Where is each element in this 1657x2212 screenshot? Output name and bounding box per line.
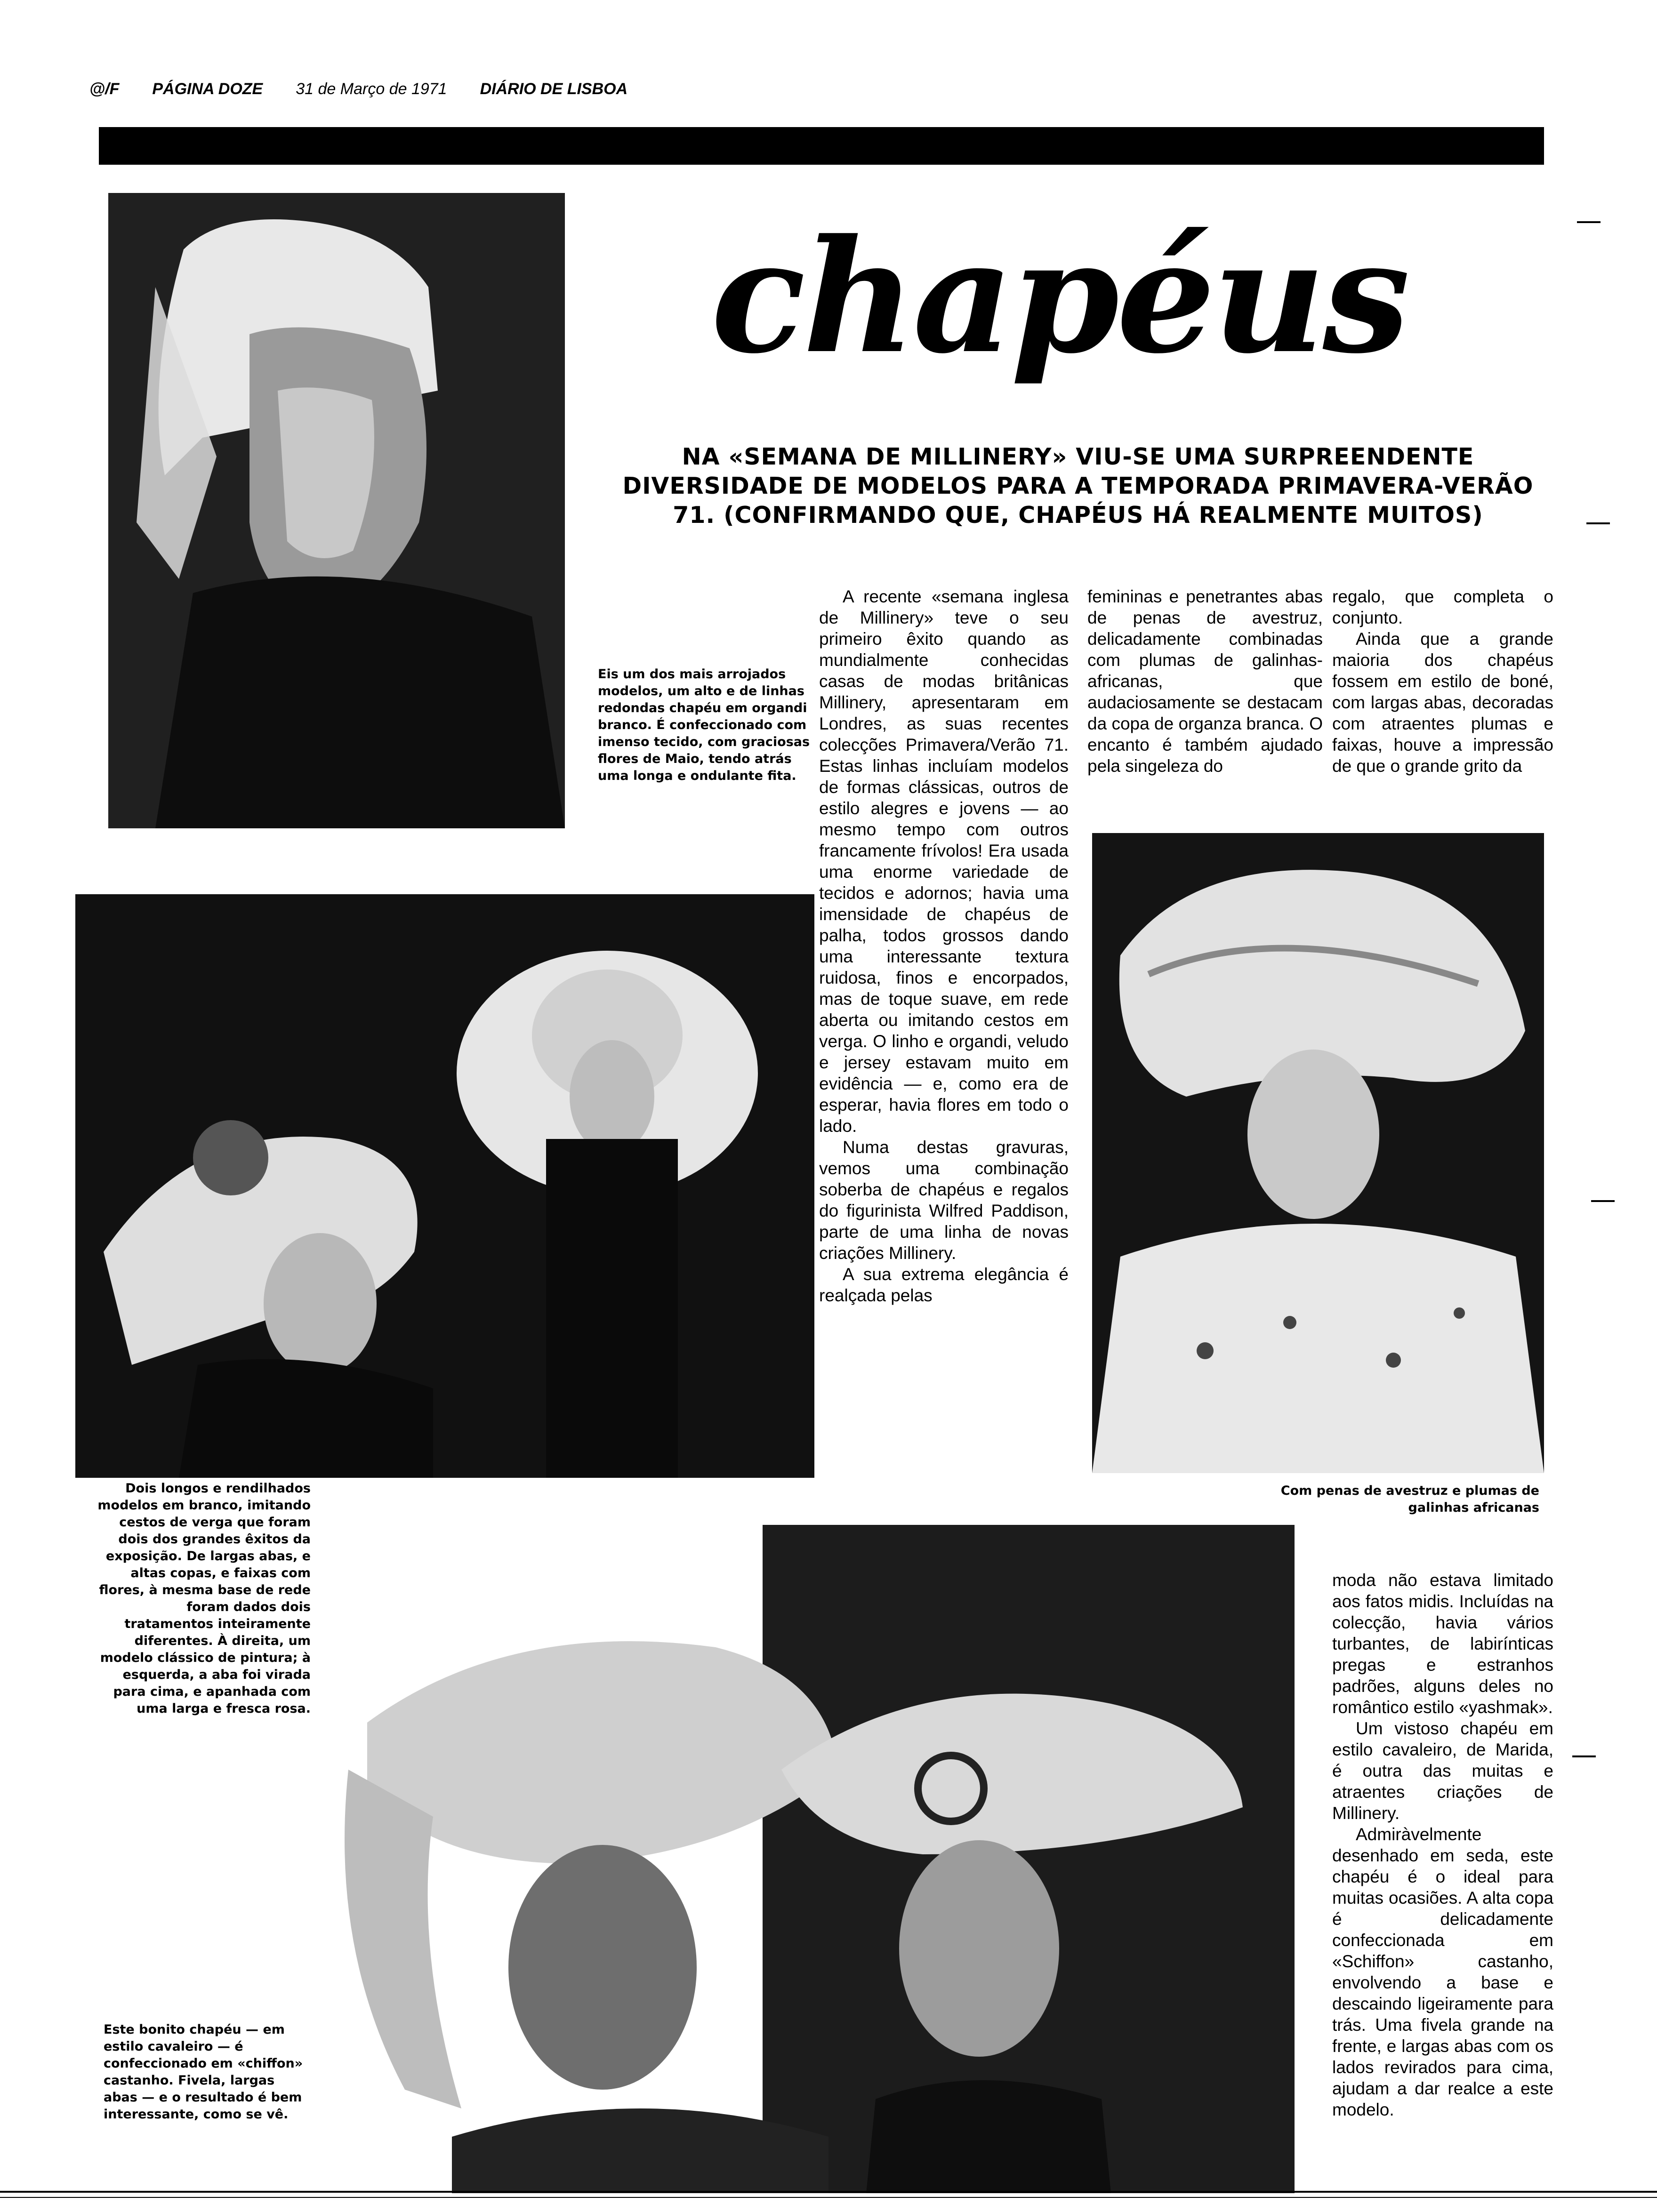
margin-mark [1591,1200,1615,1202]
article-column-2 [1087,586,1323,777]
headline: chapéus [711,205,1408,388]
organdi-hat-photo [108,193,565,828]
paragraph: A recente «semana inglesa de Millinery» teve o seu primeiro êxito quando as mundialmente conhecidas casas de modas britânicas Millinery, apresentaram em Londres, as suas recentes colecções Primavera/Verão 71. Estas linhas incluíam modelos de formas clássicas, outros de estilo alegres e jovens — ao mesmo tempo com outros francamente frívolos! Era usada uma enorme variedade de tecidos e adornos; havia uma imensidade de chapéus de palha, todos grossos dando uma interessante textura ruidosa, finos e encorpados, mas de toque suave, em rede aberta ou imitando cestos em verga. O linho e organdi, veludo e jersey estavam muito em evidência — e, como era de esperar, havia flores em todo o lado. [819,587,1069,1136]
margin-mark [1577,221,1601,223]
article-column-4 [1332,1570,1553,2120]
subheadline: NA «SEMANA DE MILLINERY» VIU-SE UMA SURPREENDENTE DIVERSIDADE DE MODELOS PARA A TEMPORADA PRIMAVERA-VERÃO 71. (CONFIRMANDO QUE, CHAPÉUS HÁ REALMENTE MUITOS) [622,443,1534,529]
paragraph: Admiràvelmente desenhado em seda, este chapéu é o ideal para muitas ocasiões. A alta copa é delicadamente confeccionada em «Schiffon» castanho, envolvendo a base e descaindo ligeiramente para trás. Uma fivela grande na frente, e largas abas com os lados revirados para cima, ajudam a dar realce a este modelo. [1332,1825,1553,2119]
article-column-3 [1332,586,1553,777]
organdi-hat-image [108,193,565,828]
article-column-1 [819,586,1069,1306]
header-marker: @/F [89,80,120,98]
bottom-rule [0,2197,1657,2198]
header-date: 31 de Março de 1971 [296,80,447,98]
basket-hats-image [75,894,814,1478]
ostrich-feather-hat-photo [1092,833,1544,1473]
paragraph: Um vistoso chapéu em estilo cavaleiro, de Marida, é outra das muitas e atraentes criações de Millinery. [1332,1719,1553,1823]
bottom-rule [0,2191,1657,2193]
caption-basket-hats: Dois longos e rendilhados modelos em branco, imitando cestos de verga que foram dois dos grandes êxitos da exposição. De largas abas, e altas copas, e faixas com flores, à mesma base de rede foram dados dois tratamentos inteiramente diferentes. À direita, um modelo clássico de pintura; à esquerda, a aba foi virada para cima, e apanhada com uma larga e fresca rosa. [97,1481,311,1716]
basket-hats-photo [75,894,814,1478]
paragraph: Ainda que a grande maioria dos chapéus fossem em estilo de boné, com largas abas, decoradas com atraentes plumas e faixas, houve a impressão de que o grande grito da [1332,629,1553,776]
paragraph: A sua extrema elegância é realçada pelas [819,1265,1069,1305]
ostrich-feather-hat-image [1092,833,1544,1473]
page-header [89,80,678,104]
caption-ostrich-hat: Com penas de avestruz e plumas de galinhas africanas [1280,1483,1539,1515]
paragraph: femininas e penetrantes abas de penas de avestruz, delicadamente combinadas com plumas de galinhas-africanas, que audaciosamente se destacam da copa de organza branca. O encanto é também ajudado pela singeleza do [1087,587,1323,776]
paragraph: regalo, que completa o conjunto. [1332,587,1553,627]
caption-cavalier-hat: Este bonito chapéu — em estilo cavaleiro — é confeccionado em «chiffon» castanho. Fivela, largas abas — e o resultado é bem interessante, como se vê. [104,2022,303,2122]
cavalier-hat-image [311,1525,1295,2193]
header-rule [99,127,1544,165]
paragraph: moda não estava limitado aos fatos midis. Incluídas na colecção, havia vários turbantes, de labirínticas pregas e estranhos padrões, alguns deles no romântico estilo «yashmak». [1332,1571,1553,1717]
header-page: PÁGINA DOZE [152,80,263,98]
paragraph: Numa destas gravuras, vemos uma combinação soberba de chapéus e regalos do figurinista Wilfred Paddison, parte de uma linha de novas criações Millinery. [819,1138,1069,1263]
header-paper: DIÁRIO DE LISBOA [480,80,628,98]
caption-organdi-hat: Eis um dos mais arrojados modelos, um alto e de linhas redondas chapéu em organdi branco. É confeccionado com imenso tecido, com graciosas flores de Maio, tendo atrás uma longa e ondulante fita. [598,667,810,783]
margin-mark [1586,522,1610,524]
margin-mark [1572,1755,1596,1757]
cavalier-hat-photo [311,1525,1295,2193]
